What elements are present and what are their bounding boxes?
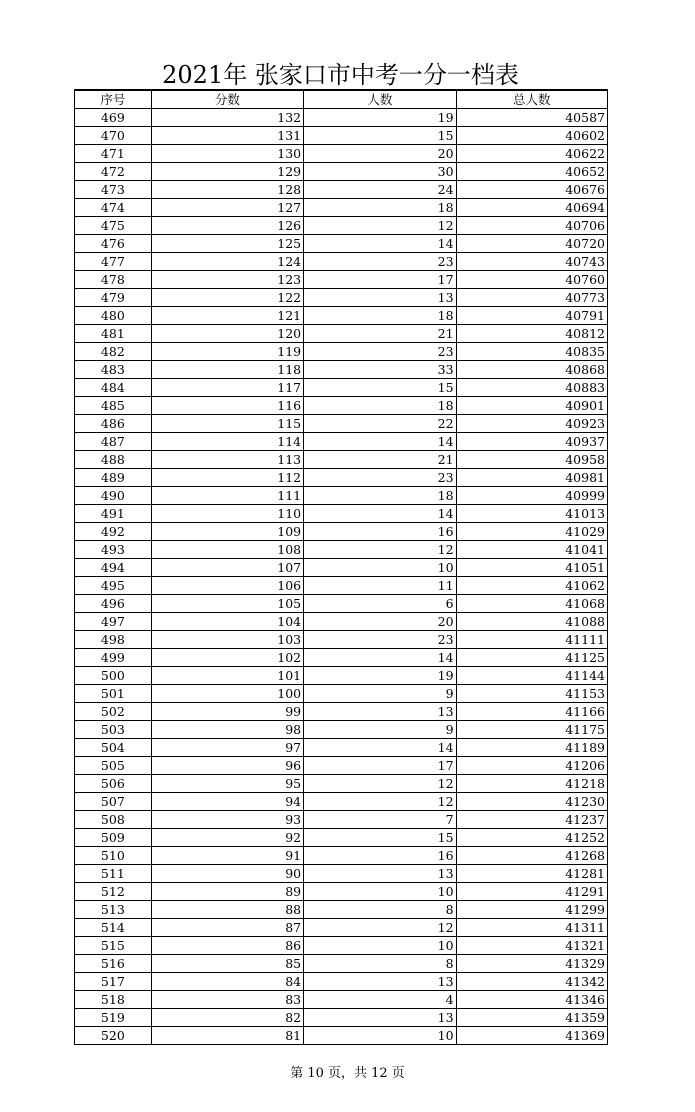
table-row: [75, 271, 608, 289]
table-row: [75, 613, 608, 631]
cell-score: 125: [151, 235, 303, 253]
cell-count: 33: [304, 361, 456, 379]
table-row: [75, 811, 608, 829]
cell-score: 102: [151, 649, 303, 667]
cell-total: 41291: [456, 883, 607, 901]
cell-count: 15: [304, 829, 456, 847]
cell-index: 474: [75, 199, 152, 217]
cell-total: 41359: [456, 1009, 607, 1027]
cell-count: 8: [304, 955, 456, 973]
table-row: [75, 523, 608, 541]
cell-score: 81: [151, 1027, 303, 1045]
cell-total: 40958: [456, 451, 607, 469]
cell-score: 130: [151, 145, 303, 163]
cell-count: 23: [304, 253, 456, 271]
cell-count: 12: [304, 217, 456, 235]
cell-count: 18: [304, 487, 456, 505]
cell-score: 108: [151, 541, 303, 559]
cell-index: 471: [75, 145, 152, 163]
cell-total: 40999: [456, 487, 607, 505]
cell-score: 83: [151, 991, 303, 1009]
cell-score: 112: [151, 469, 303, 487]
cell-count: 14: [304, 649, 456, 667]
cell-index: 481: [75, 325, 152, 343]
cell-total: 40706: [456, 217, 607, 235]
table-row: [75, 757, 608, 775]
table-row: [75, 541, 608, 559]
cell-total: 40835: [456, 343, 607, 361]
cell-count: 13: [304, 973, 456, 991]
cell-count: 21: [304, 325, 456, 343]
cell-index: 519: [75, 1009, 152, 1027]
cell-count: 10: [304, 937, 456, 955]
table-row: [75, 559, 608, 577]
table-row: [75, 433, 608, 451]
cell-total: 40812: [456, 325, 607, 343]
cell-score: 132: [151, 109, 303, 127]
cell-index: 495: [75, 577, 152, 595]
cell-score: 120: [151, 325, 303, 343]
table-row: [75, 775, 608, 793]
cell-index: 510: [75, 847, 152, 865]
cell-score: 104: [151, 613, 303, 631]
table-row: [75, 721, 608, 739]
cell-count: 17: [304, 271, 456, 289]
cell-total: 40720: [456, 235, 607, 253]
cell-count: 13: [304, 1009, 456, 1027]
cell-score: 91: [151, 847, 303, 865]
cell-index: 475: [75, 217, 152, 235]
cell-total: 41230: [456, 793, 607, 811]
cell-count: 9: [304, 685, 456, 703]
cell-score: 87: [151, 919, 303, 937]
cell-total: 40883: [456, 379, 607, 397]
cell-count: 19: [304, 667, 456, 685]
table-row: [75, 883, 608, 901]
cell-count: 12: [304, 919, 456, 937]
cell-total: 41144: [456, 667, 607, 685]
cell-count: 7: [304, 811, 456, 829]
cell-count: 15: [304, 379, 456, 397]
cell-index: 498: [75, 631, 152, 649]
cell-total: 41218: [456, 775, 607, 793]
cell-total: 40760: [456, 271, 607, 289]
cell-index: 497: [75, 613, 152, 631]
cell-index: 511: [75, 865, 152, 883]
table-row: [75, 361, 608, 379]
cell-total: 41013: [456, 505, 607, 523]
cell-score: 118: [151, 361, 303, 379]
cell-index: 505: [75, 757, 152, 775]
cell-index: 512: [75, 883, 152, 901]
table-row: [75, 955, 608, 973]
cell-total: 40652: [456, 163, 607, 181]
cell-count: 21: [304, 451, 456, 469]
table-row: [75, 289, 608, 307]
cell-count: 17: [304, 757, 456, 775]
cell-score: 122: [151, 289, 303, 307]
cell-total: 41041: [456, 541, 607, 559]
cell-total: 41166: [456, 703, 607, 721]
cell-index: 515: [75, 937, 152, 955]
cell-count: 23: [304, 469, 456, 487]
cell-count: 13: [304, 865, 456, 883]
cell-count: 12: [304, 793, 456, 811]
cell-total: 41346: [456, 991, 607, 1009]
cell-score: 95: [151, 775, 303, 793]
cell-count: 12: [304, 541, 456, 559]
cell-count: 9: [304, 721, 456, 739]
cell-index: 469: [75, 109, 152, 127]
table-row: [75, 163, 608, 181]
table-row: [75, 703, 608, 721]
cell-index: 490: [75, 487, 152, 505]
cell-count: 14: [304, 505, 456, 523]
table-row: [75, 145, 608, 163]
table-row: [75, 631, 608, 649]
cell-score: 129: [151, 163, 303, 181]
cell-count: 15: [304, 127, 456, 145]
table-row: [75, 199, 608, 217]
cell-total: 40773: [456, 289, 607, 307]
cell-total: 40694: [456, 199, 607, 217]
cell-total: 41125: [456, 649, 607, 667]
cell-count: 18: [304, 307, 456, 325]
table-row: [75, 901, 608, 919]
cell-total: 41051: [456, 559, 607, 577]
cell-count: 16: [304, 847, 456, 865]
cell-index: 506: [75, 775, 152, 793]
header-score: 分数: [151, 90, 303, 109]
cell-total: 41153: [456, 685, 607, 703]
cell-index: 483: [75, 361, 152, 379]
table-row: [75, 307, 608, 325]
cell-score: 93: [151, 811, 303, 829]
cell-total: 41062: [456, 577, 607, 595]
cell-index: 472: [75, 163, 152, 181]
table-row: [75, 181, 608, 199]
cell-score: 92: [151, 829, 303, 847]
cell-count: 13: [304, 289, 456, 307]
table-row: [75, 469, 608, 487]
table-header-row: [75, 90, 608, 109]
cell-count: 12: [304, 775, 456, 793]
cell-index: 470: [75, 127, 152, 145]
cell-index: 484: [75, 379, 152, 397]
cell-total: 40937: [456, 433, 607, 451]
table-row: [75, 1027, 608, 1045]
cell-total: 40901: [456, 397, 607, 415]
cell-count: 10: [304, 1027, 456, 1045]
cell-score: 107: [151, 559, 303, 577]
cell-total: 41321: [456, 937, 607, 955]
table-row: [75, 577, 608, 595]
cell-count: 18: [304, 199, 456, 217]
cell-index: 494: [75, 559, 152, 577]
table-row: [75, 235, 608, 253]
cell-score: 99: [151, 703, 303, 721]
cell-count: 23: [304, 631, 456, 649]
cell-score: 127: [151, 199, 303, 217]
cell-score: 84: [151, 973, 303, 991]
table-row: [75, 649, 608, 667]
cell-count: 19: [304, 109, 456, 127]
cell-score: 110: [151, 505, 303, 523]
cell-count: 14: [304, 235, 456, 253]
cell-index: 480: [75, 307, 152, 325]
cell-total: 41237: [456, 811, 607, 829]
table-row: [75, 667, 608, 685]
header-index: 序号: [75, 90, 152, 109]
cell-count: 16: [304, 523, 456, 541]
cell-index: 503: [75, 721, 152, 739]
cell-total: 41281: [456, 865, 607, 883]
cell-total: 41111: [456, 631, 607, 649]
cell-index: 479: [75, 289, 152, 307]
cell-index: 508: [75, 811, 152, 829]
cell-index: 513: [75, 901, 152, 919]
cell-score: 131: [151, 127, 303, 145]
cell-index: 517: [75, 973, 152, 991]
cell-score: 82: [151, 1009, 303, 1027]
cell-total: 41206: [456, 757, 607, 775]
table-row: [75, 217, 608, 235]
cell-score: 94: [151, 793, 303, 811]
cell-count: 23: [304, 343, 456, 361]
cell-count: 14: [304, 433, 456, 451]
cell-score: 103: [151, 631, 303, 649]
cell-index: 478: [75, 271, 152, 289]
cell-count: 22: [304, 415, 456, 433]
table-row: [75, 487, 608, 505]
cell-score: 98: [151, 721, 303, 739]
table-row: [75, 109, 608, 127]
cell-total: 41252: [456, 829, 607, 847]
cell-score: 119: [151, 343, 303, 361]
score-distribution-table: [74, 89, 608, 1045]
cell-index: 501: [75, 685, 152, 703]
table-row: [75, 397, 608, 415]
cell-score: 124: [151, 253, 303, 271]
cell-score: 128: [151, 181, 303, 199]
cell-score: 97: [151, 739, 303, 757]
cell-count: 10: [304, 559, 456, 577]
cell-score: 109: [151, 523, 303, 541]
cell-score: 114: [151, 433, 303, 451]
cell-total: 41342: [456, 973, 607, 991]
cell-score: 105: [151, 595, 303, 613]
cell-index: 516: [75, 955, 152, 973]
cell-score: 113: [151, 451, 303, 469]
cell-index: 487: [75, 433, 152, 451]
cell-total: 40602: [456, 127, 607, 145]
cell-total: 41311: [456, 919, 607, 937]
cell-index: 491: [75, 505, 152, 523]
cell-count: 8: [304, 901, 456, 919]
cell-score: 89: [151, 883, 303, 901]
table-body: [75, 109, 608, 1045]
header-total: 总人数: [456, 90, 607, 109]
cell-total: 40791: [456, 307, 607, 325]
table-row: [75, 865, 608, 883]
cell-count: 6: [304, 595, 456, 613]
cell-index: 482: [75, 343, 152, 361]
cell-index: 489: [75, 469, 152, 487]
cell-total: 41268: [456, 847, 607, 865]
table-row: [75, 739, 608, 757]
cell-score: 117: [151, 379, 303, 397]
cell-score: 106: [151, 577, 303, 595]
cell-count: 24: [304, 181, 456, 199]
cell-total: 40622: [456, 145, 607, 163]
cell-index: 485: [75, 397, 152, 415]
cell-score: 88: [151, 901, 303, 919]
table-row: [75, 937, 608, 955]
table-row: [75, 505, 608, 523]
table-row: [75, 685, 608, 703]
cell-index: 514: [75, 919, 152, 937]
cell-count: 14: [304, 739, 456, 757]
cell-index: 488: [75, 451, 152, 469]
cell-score: 126: [151, 217, 303, 235]
table-row: [75, 415, 608, 433]
table-row: [75, 829, 608, 847]
table-row: [75, 379, 608, 397]
cell-index: 476: [75, 235, 152, 253]
cell-total: 41299: [456, 901, 607, 919]
table-row: [75, 325, 608, 343]
table-row: [75, 919, 608, 937]
cell-score: 101: [151, 667, 303, 685]
cell-index: 500: [75, 667, 152, 685]
cell-index: 509: [75, 829, 152, 847]
cell-total: 40923: [456, 415, 607, 433]
cell-count: 20: [304, 613, 456, 631]
cell-index: 520: [75, 1027, 152, 1045]
page-footer: 第 10 页，共 12 页: [290, 1066, 405, 1081]
table-row: [75, 343, 608, 361]
cell-score: 86: [151, 937, 303, 955]
cell-index: 496: [75, 595, 152, 613]
cell-total: 41029: [456, 523, 607, 541]
cell-count: 11: [304, 577, 456, 595]
cell-total: 40868: [456, 361, 607, 379]
table-row: [75, 847, 608, 865]
cell-total: 41329: [456, 955, 607, 973]
cell-total: 41088: [456, 613, 607, 631]
header-count: 人数: [304, 90, 456, 109]
cell-index: 486: [75, 415, 152, 433]
cell-total: 40587: [456, 109, 607, 127]
table-row: [75, 991, 608, 1009]
cell-score: 90: [151, 865, 303, 883]
cell-score: 96: [151, 757, 303, 775]
cell-total: 40743: [456, 253, 607, 271]
cell-score: 116: [151, 397, 303, 415]
cell-score: 100: [151, 685, 303, 703]
cell-index: 492: [75, 523, 152, 541]
cell-total: 40676: [456, 181, 607, 199]
table-row: [75, 595, 608, 613]
cell-index: 477: [75, 253, 152, 271]
cell-total: 40981: [456, 469, 607, 487]
cell-total: 41369: [456, 1027, 607, 1045]
cell-count: 20: [304, 145, 456, 163]
cell-count: 18: [304, 397, 456, 415]
cell-count: 30: [304, 163, 456, 181]
cell-index: 473: [75, 181, 152, 199]
page-title: 2021年 张家口市中考一分一档表: [162, 61, 519, 89]
cell-index: 502: [75, 703, 152, 721]
cell-total: 41068: [456, 595, 607, 613]
cell-total: 41175: [456, 721, 607, 739]
cell-score: 85: [151, 955, 303, 973]
table-row: [75, 253, 608, 271]
cell-score: 111: [151, 487, 303, 505]
cell-count: 4: [304, 991, 456, 1009]
cell-count: 13: [304, 703, 456, 721]
cell-index: 493: [75, 541, 152, 559]
table-row: [75, 1009, 608, 1027]
cell-index: 504: [75, 739, 152, 757]
table-row: [75, 127, 608, 145]
cell-index: 518: [75, 991, 152, 1009]
cell-total: 41189: [456, 739, 607, 757]
cell-count: 10: [304, 883, 456, 901]
cell-score: 123: [151, 271, 303, 289]
table-row: [75, 793, 608, 811]
cell-index: 507: [75, 793, 152, 811]
table-row: [75, 451, 608, 469]
cell-score: 121: [151, 307, 303, 325]
table-row: [75, 973, 608, 991]
cell-score: 115: [151, 415, 303, 433]
cell-index: 499: [75, 649, 152, 667]
